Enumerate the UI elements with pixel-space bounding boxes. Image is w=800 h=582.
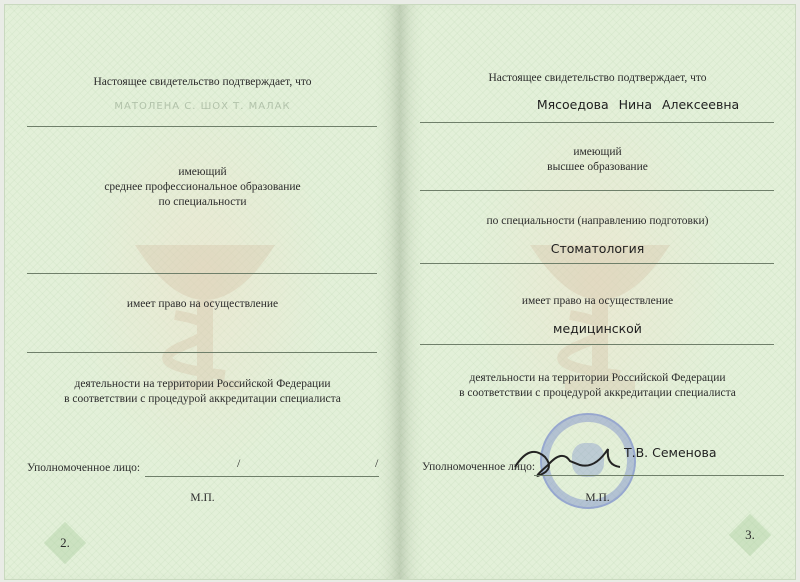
activity-type-value: медицинской <box>553 321 642 336</box>
activity-line <box>27 352 377 353</box>
specialty-line <box>27 273 377 274</box>
page-number: 2. <box>47 525 83 561</box>
mp-text: М.П. <box>585 492 610 504</box>
authorized-label: Уполномоченное лицо: <box>27 462 141 474</box>
certificate-spread <box>4 4 796 578</box>
name-line <box>420 122 774 123</box>
right-page <box>400 4 796 580</box>
right-to-text: имеет право на осуществление <box>126 298 279 310</box>
activity-text-2: в соответствии с процедурой аккредитации специалиста <box>64 393 341 405</box>
by-specialty-text: по специальности <box>158 196 247 208</box>
having-text: имеющий <box>178 166 227 178</box>
signer-name: Т.В. Семенова <box>624 445 717 460</box>
signature-line <box>145 476 379 477</box>
activity-text-1: деятельности на территории Российской Федерации <box>469 372 726 384</box>
page-number: 3. <box>732 517 768 553</box>
right-to-text: имеет право на осуществление <box>521 295 674 307</box>
specialty-line <box>420 263 774 264</box>
faint-name-text: МАТОЛЕНА С. ШОХ Т. МАЛАК <box>114 101 291 112</box>
name-line <box>27 126 377 127</box>
handwritten-signature <box>510 435 630 485</box>
activity-text-2: в соответствии с процедурой аккредитации специалиста <box>459 387 736 399</box>
signature-line <box>534 475 784 476</box>
education-text: высшее образование <box>547 161 648 173</box>
education-text: среднее профессиональное образование <box>104 181 301 193</box>
education-line <box>420 190 774 191</box>
left-page <box>4 4 400 580</box>
signature-slash-end: / <box>375 456 379 470</box>
having-text: имеющий <box>573 146 622 158</box>
activity-text-1: деятельности на территории Российской Федерации <box>74 378 331 390</box>
activity-line <box>420 344 774 345</box>
holder-name: Мясоедова Нина Алексеевна <box>536 97 740 112</box>
signature-slash: / <box>237 456 241 470</box>
by-specialty-text: по специальности (направлению подготовки) <box>486 215 709 227</box>
intro-text: Настоящее свидетельство подтверждает, что <box>93 76 312 88</box>
mp-text: М.П. <box>190 492 215 504</box>
authorized-label: Уполномоченное лицо: <box>422 461 536 473</box>
intro-text: Настоящее свидетельство подтверждает, что <box>488 72 707 84</box>
specialty-value: Стоматология <box>550 241 645 256</box>
